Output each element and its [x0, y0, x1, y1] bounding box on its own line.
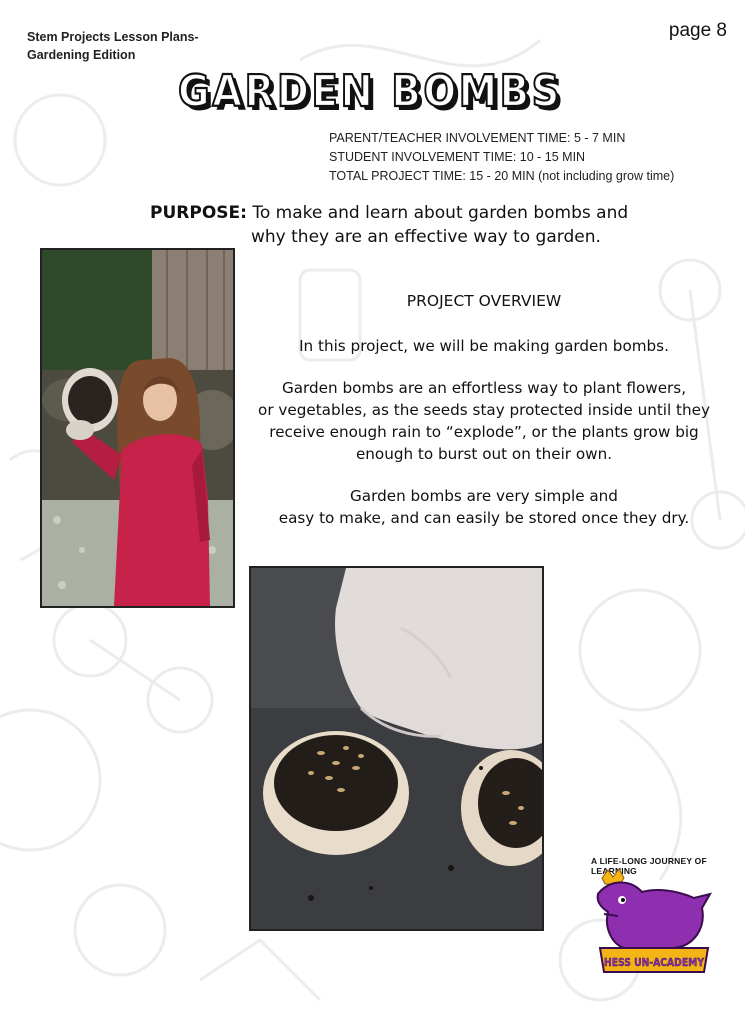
overview-title: PROJECT OVERVIEW — [406, 292, 562, 310]
photo-girl-illustration — [42, 250, 233, 606]
overview-paragraph-1 — [248, 335, 720, 357]
project-overview — [248, 290, 720, 549]
series-header — [27, 28, 199, 64]
brand-tagline: A LIFE-LONG JOURNEY OF LEARNING — [591, 856, 707, 876]
total-time: TOTAL PROJECT TIME: 15 - 20 MIN (not including grow time) — [329, 169, 675, 183]
overview-p3-line2: easy to make, and can easily be stored once they dry. — [278, 509, 690, 527]
page-title-text: GARDEN BOMBS — [178, 66, 562, 116]
overview-p3-line1: Garden bombs are very simple and — [350, 487, 618, 505]
page-number: page 8 — [668, 20, 727, 41]
purpose-section — [150, 201, 628, 249]
series-header-line1: Stem Projects Lesson Plans- — [27, 30, 199, 44]
hess-un-academy-logo — [594, 868, 714, 978]
overview-p1: In this project, we will be making garden bombs. — [299, 337, 669, 355]
student-time: STUDENT INVOLVEMENT TIME: 10 - 15 MIN — [329, 150, 586, 164]
photo-sprinkling-seeds — [249, 566, 544, 931]
photo-girl-holding-garden-bomb — [40, 248, 235, 608]
purpose-line2: why they are an effective way to garden. — [251, 227, 601, 247]
overview-p2-line2: or vegetables, as the seeds stay protected inside until they — [258, 401, 710, 419]
overview-paragraph-3 — [248, 485, 720, 529]
page-title-shadow: GARDEN BOMBS — [182, 70, 566, 116]
page-title — [176, 64, 572, 116]
time-estimates — [329, 129, 674, 186]
series-header-line2: Gardening Edition — [27, 48, 136, 62]
overview-paragraph-2 — [248, 377, 720, 465]
photo-seeds-illustration — [251, 568, 542, 929]
overview-p2-line3: receive enough rain to “explode”, or the plants grow big — [269, 423, 699, 441]
purpose-line1: To make and learn about garden bombs and — [252, 203, 629, 223]
overview-p2-line1: Garden bombs are an effortless way to plant flowers, — [281, 379, 687, 397]
overview-p2-line4: enough to burst out on their own. — [355, 445, 613, 463]
logo-text: HESS UN-ACADEMY — [604, 956, 705, 969]
purpose-label: PURPOSE: — [150, 203, 247, 223]
parent-time: PARENT/TEACHER INVOLVEMENT TIME: 5 - 7 MIN — [329, 131, 626, 145]
